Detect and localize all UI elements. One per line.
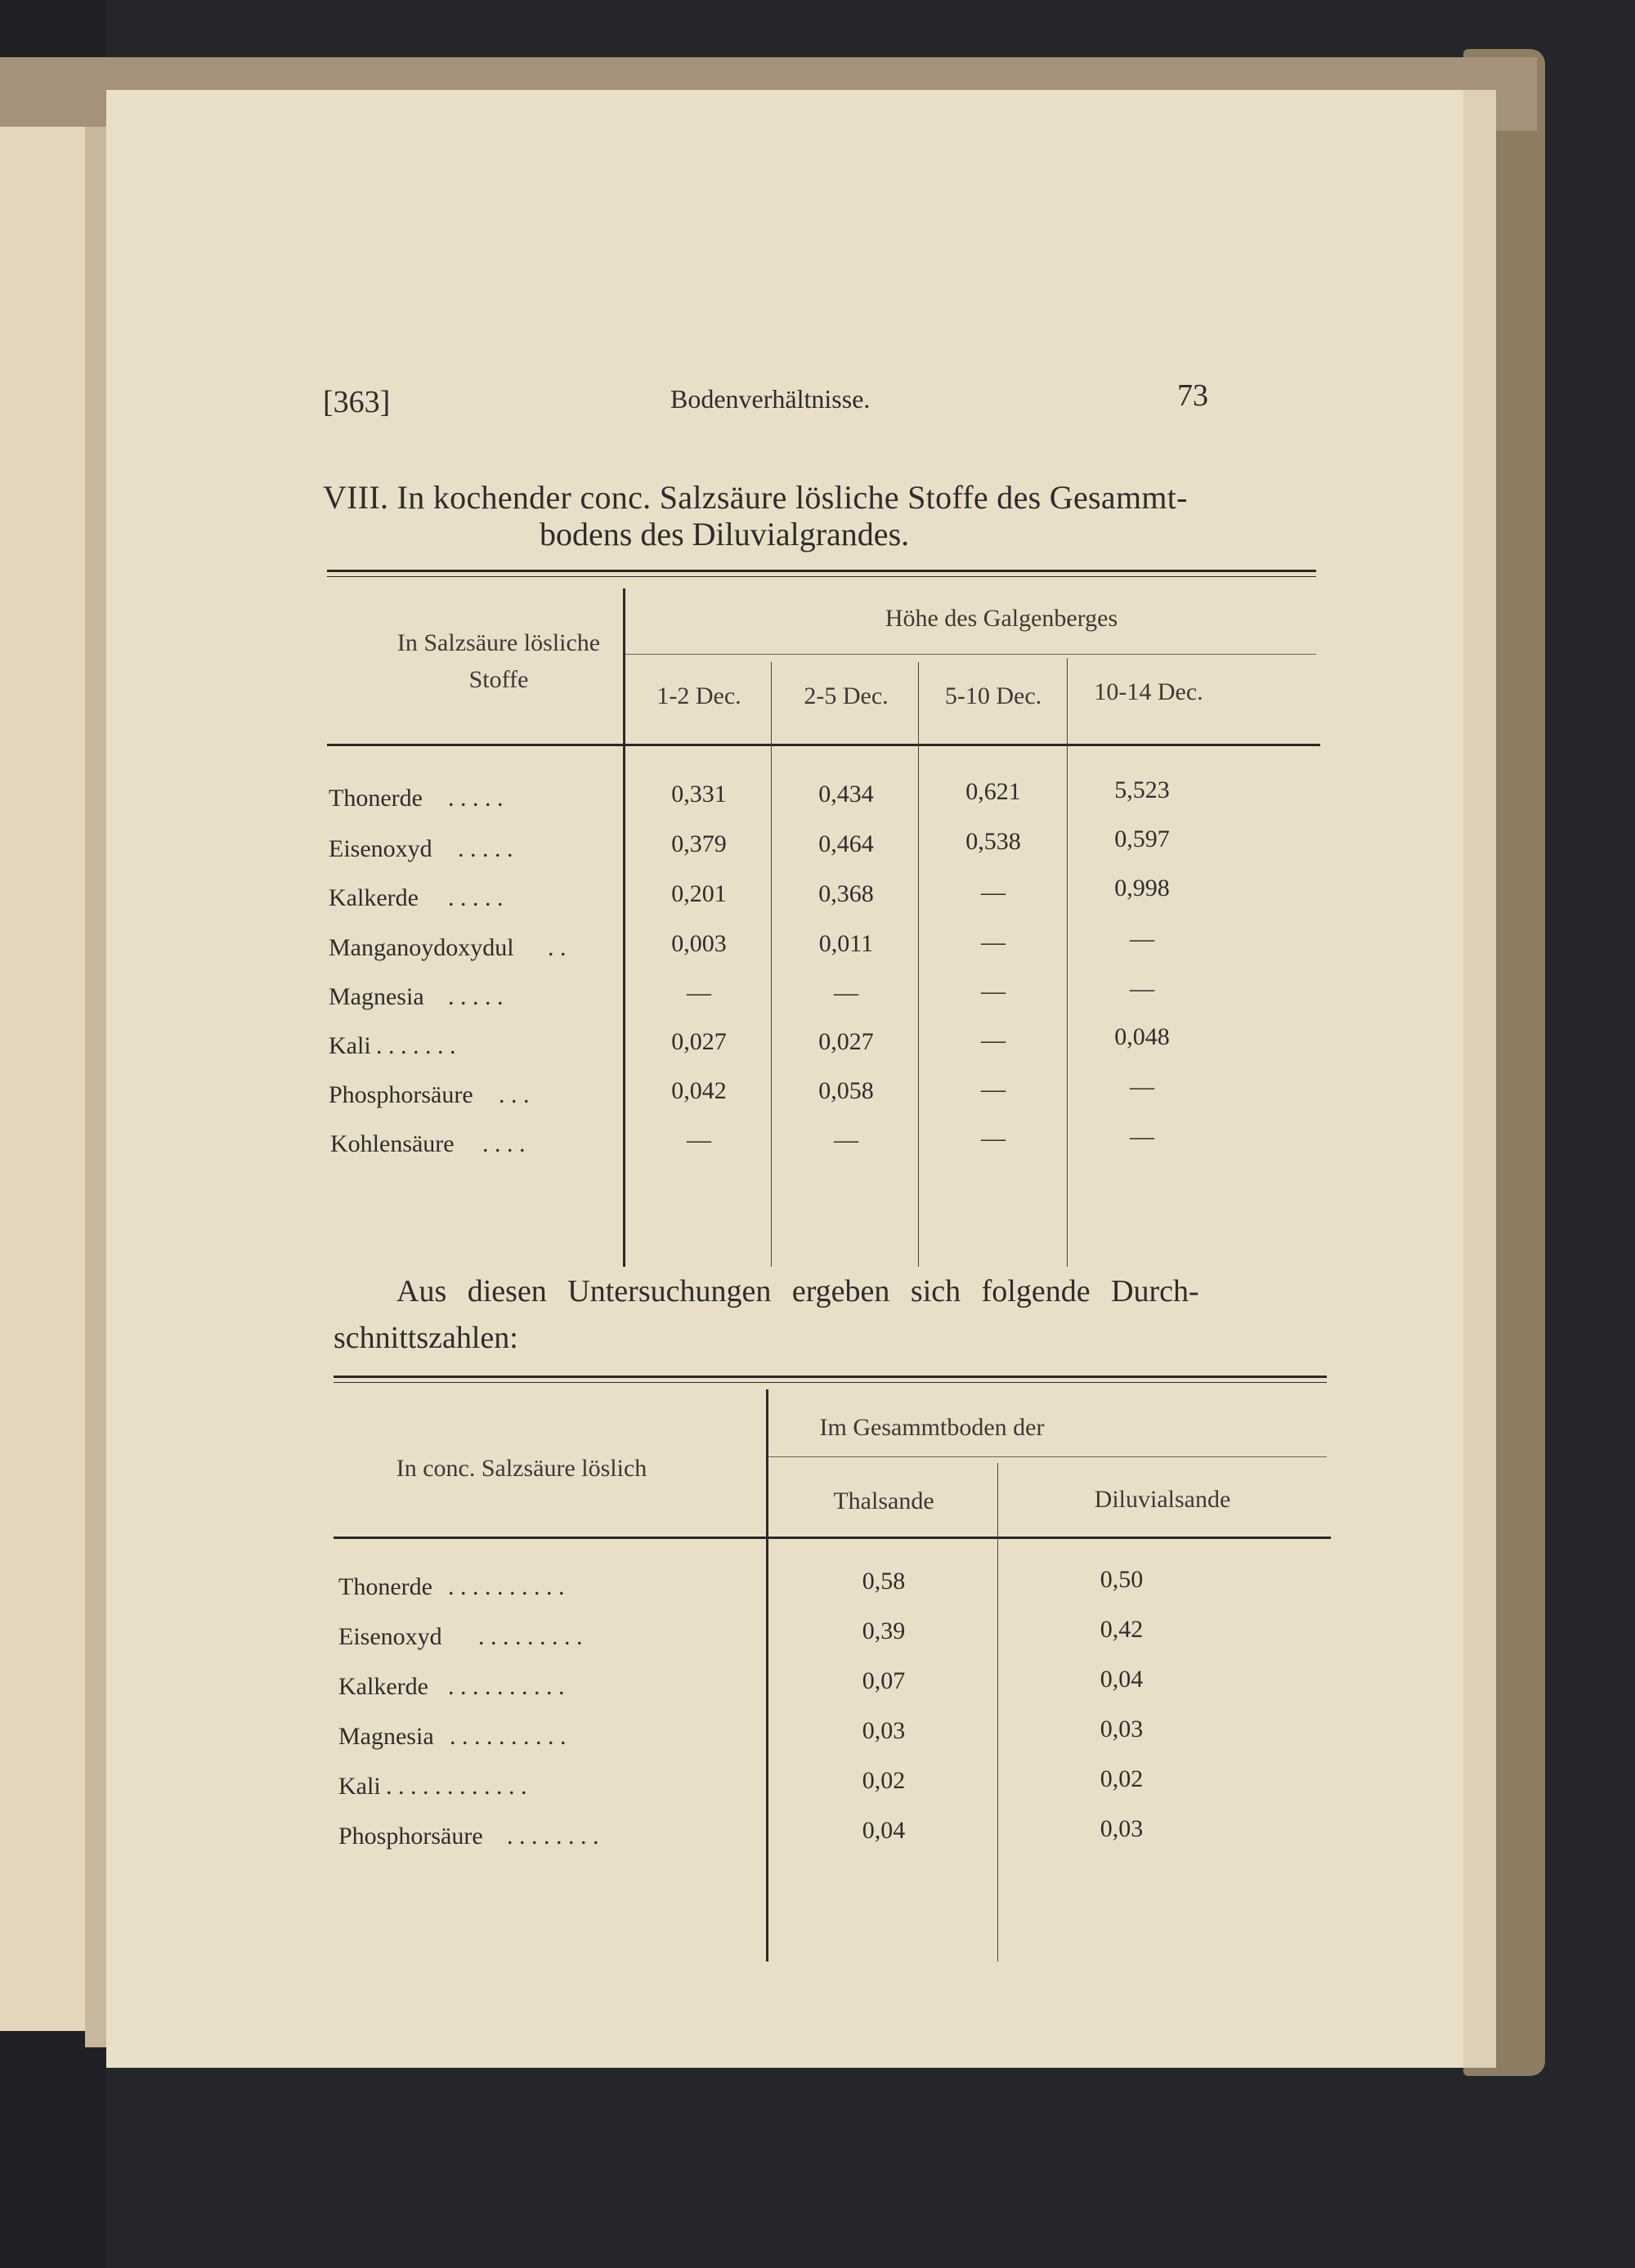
table1-col-divider (1067, 658, 1068, 1267)
table1-cell: 5,523 (1114, 776, 1170, 803)
table1-row-label: Thonerde (329, 785, 423, 812)
table1-cell: 0,027 (671, 1028, 727, 1055)
leader-dots: . . (548, 934, 567, 961)
table1-cell: 0,201 (671, 880, 727, 907)
table1-cell: 0,048 (1114, 1023, 1170, 1050)
table1-cell: 0,538 (965, 828, 1021, 855)
running-head: Bodenverhältnisse. (670, 384, 871, 414)
table1-cell: — (1130, 1123, 1154, 1150)
table1-row-label: Manganoydoxydul (329, 934, 514, 961)
table1-cell: — (834, 979, 858, 1006)
table1-col-header: 1-2 Dec. (656, 682, 741, 709)
table2-cell: 0,03 (862, 1717, 906, 1744)
page-edges (1463, 90, 1496, 2068)
table1-group-header: Höhe des Galgenberges (885, 605, 1118, 632)
table1-row-label: Kali (329, 1032, 371, 1059)
page-number: 73 (1177, 378, 1208, 413)
table1-cell: — (1130, 1073, 1154, 1100)
table1-cell: 0,027 (818, 1028, 874, 1055)
table1-row-label: Phosphorsäure (329, 1081, 473, 1108)
table2-cell: 0,42 (1100, 1616, 1144, 1643)
table1-col-header: 5-10 Dec. (944, 682, 1042, 709)
table2-group-header: Im Gesammtboden der (819, 1414, 1045, 1441)
table1-row-header-line2: Stoffe (468, 666, 529, 693)
table1-cell: 0,331 (671, 781, 727, 807)
table1-row-label: Magnesia (329, 983, 424, 1010)
table2-cell: 0,03 (1100, 1815, 1144, 1842)
table2-cell: 0,04 (862, 1817, 906, 1844)
table1-cell: — (981, 928, 1006, 955)
table1-cell: — (981, 879, 1006, 906)
table1-row-header-line1: In Salzsäure lösliche (396, 629, 601, 656)
leader-dots: . . . . . . . . (507, 1823, 599, 1850)
section-title-line1: VIII. In kochender conc. Salzsäure lösliche Stoffe des Gesammt- (323, 479, 1188, 516)
leader-dots: . . . . . . . . . . (448, 1573, 565, 1600)
table2-cell: 0,58 (862, 1568, 906, 1595)
table1-label-divider (623, 588, 625, 1267)
table2-row-label: Kalkerde (338, 1673, 428, 1700)
paragraph-line2: schnittszahlen: (334, 1321, 518, 1355)
table1-cell: 0,998 (1114, 875, 1170, 901)
leader-dots: . . . . . . . . . . . . (386, 1773, 527, 1800)
table2-cell: 0,07 (862, 1667, 906, 1694)
table1-cell: 0,003 (671, 930, 727, 957)
table2-cell: 0,02 (1100, 1765, 1144, 1792)
table1-cell: 0,621 (965, 778, 1021, 805)
table1-cell: — (687, 1126, 711, 1153)
table1-cell: — (1130, 925, 1154, 952)
leader-dots: . . . . . . . . . . (448, 1673, 565, 1700)
table2-top-rule-thin (334, 1382, 1327, 1383)
table1-col-divider (918, 662, 919, 1267)
table1-cell: 0,042 (671, 1077, 727, 1104)
table1-top-rule (327, 570, 1316, 572)
table2-cell: 0,50 (1100, 1566, 1144, 1593)
table2-row-label: Kali (338, 1773, 381, 1800)
table1-cell: 0,379 (671, 830, 727, 857)
table2-top-rule (334, 1376, 1327, 1378)
table1-cell: 0,058 (818, 1077, 874, 1104)
page-bracket-number: [363] (323, 385, 391, 419)
table1-header-rule (327, 744, 1320, 746)
table2-row-label: Eisenoxyd (338, 1623, 442, 1650)
book-page (106, 90, 1463, 2068)
leader-dots: . . . (499, 1081, 530, 1108)
table1-row-label: Kalkerde (329, 884, 419, 911)
table2-group-rule (768, 1456, 1327, 1457)
table2-row-label: Phosphorsäure (338, 1823, 483, 1850)
table2-cell: 0,02 (862, 1767, 906, 1794)
table1-cell: — (981, 977, 1006, 1004)
table1-cell: 0,434 (818, 781, 874, 807)
left-page-edge (0, 127, 90, 2031)
table2-row-label: Thonerde (338, 1573, 432, 1600)
table1-cell: 0,368 (818, 880, 874, 907)
table2-header-rule (334, 1537, 1331, 1539)
table2-col-divider (997, 1463, 998, 1962)
table1-cell: — (981, 1076, 1006, 1103)
table1-col-divider (771, 662, 772, 1267)
leader-dots: . . . . . . . . . (478, 1623, 583, 1650)
leader-dots: . . . . . (448, 983, 504, 1010)
table1-row-label: Kohlensäure (330, 1130, 455, 1157)
table1-cell: — (981, 1027, 1006, 1053)
leader-dots: . . . . . (448, 785, 504, 812)
table2-row-label: Magnesia (338, 1723, 434, 1750)
leader-dots: . . . . . . . . . . (450, 1723, 567, 1750)
table1-cell: — (981, 1125, 1006, 1152)
table1-cell: 0,011 (818, 930, 874, 957)
table2-cell: 0,39 (862, 1617, 906, 1644)
table1-col-header: 2-5 Dec. (804, 682, 889, 709)
table2-col-header: Thalsande (833, 1487, 934, 1514)
table1-cell: 0,597 (1114, 825, 1170, 852)
table2-row-header: In conc. Salzsäure löslich (396, 1455, 647, 1482)
table1-row-label: Eisenoxyd (329, 835, 432, 862)
leader-dots: . . . . . . . (376, 1032, 456, 1059)
table1-group-rule (625, 654, 1316, 655)
table2-cell: 0,04 (1100, 1666, 1144, 1693)
table1-cell: — (834, 1126, 858, 1153)
table1-col-header: 10-14 Dec. (1094, 678, 1203, 705)
table1-cell: 0,464 (818, 830, 874, 857)
table1-cell: — (687, 979, 711, 1006)
leader-dots: . . . . . (458, 835, 513, 862)
table2-col-header: Diluvialsande (1094, 1486, 1231, 1513)
paragraph-line1: Aus diesen Untersuchungen ergeben sich folgende Durch- (396, 1274, 1199, 1308)
leader-dots: . . . . . (448, 884, 504, 911)
table1-top-rule-thin (327, 576, 1316, 577)
table1-cell: — (1130, 975, 1154, 1002)
table2-cell: 0,03 (1100, 1716, 1144, 1742)
leader-dots: . . . . (482, 1130, 526, 1157)
section-title-line2: bodens des Diluvialgrandes. (540, 516, 910, 552)
